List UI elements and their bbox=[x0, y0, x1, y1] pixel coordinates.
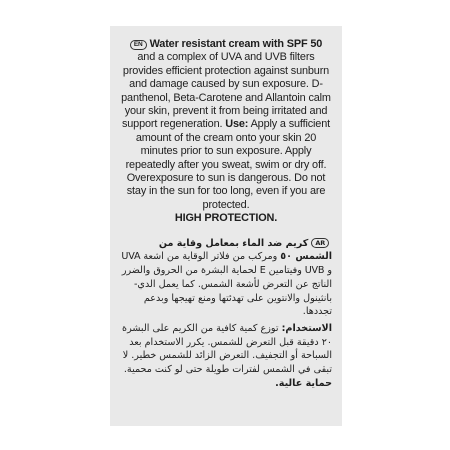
english-use-text: Apply a sufficient amount of the cream onto your skin 20 minutes prior to sun exposure. Apply repeatedly after you sweat, swim or dry off. Overexposure to sun is dangerous. Do not stay in the sun for too long, even if you are protected. bbox=[125, 118, 330, 211]
arabic-use-label: الاستخدام: bbox=[281, 322, 332, 334]
arabic-intro bbox=[120, 237, 332, 319]
product-label-card bbox=[110, 26, 342, 426]
arabic-use-text: توزع كمية كافية من الكريم على البشرة ٢٠ دقيقة قبل التعرض للشمس. يكرر الاستخدام بعد السباحة أو التجفيف. التعرض الزائد للشمس خطير. لا تبقى في الشمس لفترات طويلة حتى لو كنت محمية. bbox=[122, 322, 332, 376]
english-use-label: Use: bbox=[225, 118, 249, 131]
language-badge-ar: AR bbox=[311, 238, 329, 248]
arabic-usage bbox=[120, 322, 332, 377]
arabic-closing: حماية عالية. bbox=[275, 377, 332, 389]
arabic-section bbox=[120, 237, 332, 391]
language-badge-en: EN bbox=[130, 40, 147, 50]
english-closing: HIGH PROTECTION. bbox=[174, 212, 278, 225]
english-section bbox=[120, 38, 332, 226]
english-body: and a complex of UVA and UVB filters provides efficient protection against sunburn and damage caused by sun exposure. D-panthenol, Beta-Carotene and Allantoin calm your skin, prevent it from being irritated and support regeneration. bbox=[121, 51, 331, 131]
english-headline: Water resistant cream with SPF 50 bbox=[149, 38, 323, 50]
arabic-headline: كريم ضد الماء بمعامل وقاية من الشمس ٥٠ bbox=[158, 237, 332, 263]
arabic-body: ومركب من فلاتر الوقاية من اشعة UVA و UVB وفيتامين E لحماية البشرة من الحروق والضرر الناتج عن التعرض لأشعة الشمس. كما يعمل الدي-بانثينول والانتوين على تهدئتها ومنع تهيجها وبدعم تجددها. bbox=[121, 251, 332, 318]
